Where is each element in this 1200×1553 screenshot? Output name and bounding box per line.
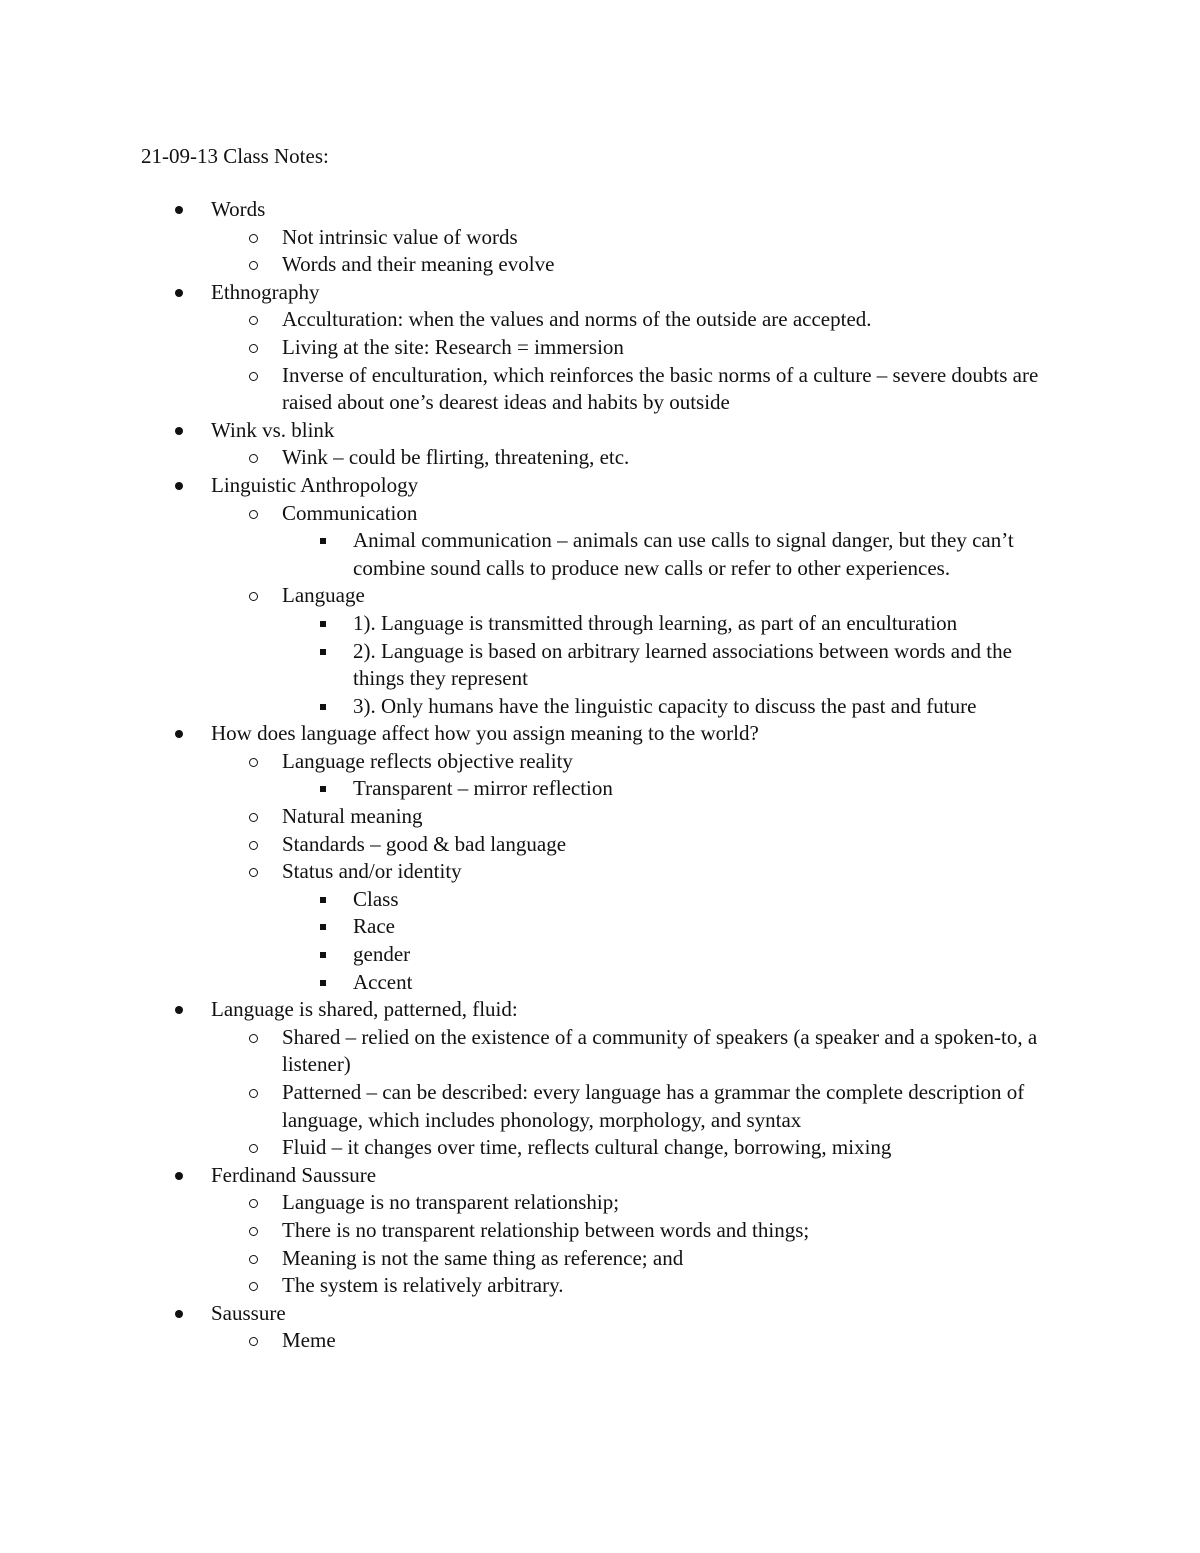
bullet-disc-icon — [172, 472, 192, 500]
bullet-circle-icon — [247, 1079, 267, 1107]
outline-topic — [0, 1300, 1200, 1355]
bullet-circle-icon — [247, 224, 267, 252]
list-item-text: Patterned – can be described: every language has a grammar the complete description of language, which includes phonology, morphology, and syntax — [282, 1080, 1025, 1132]
list-item-text: Meme — [282, 1328, 336, 1353]
subtopic-list — [0, 1024, 1200, 1162]
list-item-text: Wink vs. blink — [211, 417, 335, 442]
outline-subtopic — [0, 1217, 1200, 1245]
list-item-text: Race — [353, 914, 395, 939]
outline-subtopic — [0, 831, 1200, 859]
subtopic-list — [0, 1327, 1200, 1355]
list-item-text: Words — [211, 197, 266, 221]
outline-subtopic — [0, 444, 1200, 472]
outline-subtopic — [0, 748, 1200, 803]
outline-subtopic — [0, 1079, 1200, 1134]
bullet-square-icon — [318, 775, 338, 803]
bullet-disc-icon — [172, 417, 192, 445]
list-item-text: Class — [353, 886, 399, 911]
list-item-text: Language is shared, patterned, fluid: — [211, 997, 518, 1022]
list-item-text: Animal communication – animals can use calls to signal danger, but they can’t combine sound calls to produce new calls or refer to other experiences. — [353, 528, 1014, 580]
list-item-text: Language — [282, 583, 365, 608]
subtopic-list — [0, 224, 1200, 279]
bullet-square-icon — [318, 941, 338, 969]
bullet-square-icon — [318, 913, 338, 941]
outline-topic — [0, 196, 1200, 279]
bullet-disc-icon — [172, 1162, 192, 1190]
detail-list — [0, 527, 1200, 582]
list-item-text: Transparent – mirror reflection — [353, 776, 613, 801]
bullet-square-icon — [318, 638, 338, 666]
outline-detail — [0, 913, 1200, 941]
list-item-text: 3). Only humans have the linguistic capacity to discuss the past and future — [353, 693, 977, 718]
bullet-circle-icon — [247, 1189, 267, 1217]
list-item-text: How does language affect how you assign meaning to the world? — [211, 721, 759, 746]
outline-subtopic — [0, 582, 1200, 720]
bullet-circle-icon — [247, 858, 267, 886]
bullet-disc-icon — [172, 279, 192, 307]
outline-topic — [0, 279, 1200, 417]
outline-detail — [0, 527, 1200, 582]
outline-subtopic — [0, 500, 1200, 583]
list-item-text: Acculturation: when the values and norms of the outside are accepted. — [282, 307, 872, 332]
outline-subtopic — [0, 1024, 1200, 1079]
subtopic-list — [0, 1189, 1200, 1299]
list-item-text: There is no transparent relationship between words and things; — [282, 1217, 810, 1242]
list-item-text: The system is relatively arbitrary. — [282, 1273, 564, 1298]
list-item-text: Language is no transparent relationship; — [282, 1190, 620, 1215]
bullet-circle-icon — [247, 251, 267, 279]
outline-detail — [0, 941, 1200, 969]
outline-subtopic — [0, 1272, 1200, 1300]
detail-list — [0, 610, 1200, 720]
list-item-text: Status and/or identity — [282, 859, 462, 884]
bullet-circle-icon — [247, 748, 267, 776]
detail-list — [0, 775, 1200, 803]
list-item-text: Living at the site: Research = immersion — [282, 334, 624, 359]
list-item-text: Words and their meaning evolve — [282, 252, 555, 277]
outline-subtopic — [0, 224, 1200, 252]
list-item-text: 1). Language is transmitted through learning, as part of an enculturation — [353, 610, 958, 635]
bullet-square-icon — [318, 693, 338, 721]
list-item-text: gender — [353, 942, 411, 967]
page-title: 21-09-13 Class Notes: — [141, 144, 329, 168]
outline-subtopic — [0, 362, 1200, 417]
subtopic-list — [0, 748, 1200, 996]
list-item-text: Wink – could be flirting, threatening, etc. — [282, 445, 630, 470]
list-item-text: Linguistic Anthropology — [211, 472, 419, 497]
bullet-square-icon — [318, 969, 338, 997]
bullet-circle-icon — [247, 831, 267, 859]
list-item-text: 2). Language is based on arbitrary learned associations between words and the things they represent — [353, 638, 1012, 691]
list-item-text: Shared – relied on the existence of a community of speakers (a speaker and a spoken-to, a listener) — [282, 1024, 1038, 1077]
bullet-disc-icon — [172, 196, 192, 224]
outline-subtopic — [0, 1245, 1200, 1273]
outline-topic — [0, 417, 1200, 472]
bullet-square-icon — [318, 610, 338, 638]
list-item-text: Ethnography — [211, 279, 320, 304]
bullet-square-icon — [318, 886, 338, 914]
bullet-disc-icon — [172, 720, 192, 748]
outline-detail — [0, 638, 1200, 693]
outline-subtopic — [0, 803, 1200, 831]
list-item-text: Fluid – it changes over time, reflects cultural change, borrowing, mixing — [282, 1135, 892, 1160]
outline-topic — [0, 472, 1200, 720]
bullet-circle-icon — [247, 1134, 267, 1162]
bullet-circle-icon — [247, 334, 267, 362]
outline-detail — [0, 775, 1200, 803]
subtopic-list — [0, 500, 1200, 721]
list-item-text: Language reflects objective reality — [282, 748, 573, 773]
detail-list — [0, 886, 1200, 996]
list-item-text: Communication — [282, 500, 418, 525]
bullet-circle-icon — [247, 1272, 267, 1300]
bullet-circle-icon — [247, 1245, 267, 1273]
bullet-disc-icon — [172, 996, 192, 1024]
subtopic-list — [0, 306, 1200, 416]
list-item-text: Ferdinand Saussure — [211, 1162, 377, 1187]
outline-subtopic — [0, 251, 1200, 279]
bullet-circle-icon — [247, 306, 267, 334]
bullet-disc-icon — [172, 1300, 192, 1328]
outline-topic — [0, 720, 1200, 996]
list-item-text: Not intrinsic value of words — [282, 224, 518, 249]
outline-topic — [0, 996, 1200, 1162]
outline-detail — [0, 693, 1200, 721]
bullet-circle-icon — [247, 582, 267, 610]
outline-subtopic — [0, 306, 1200, 334]
bullet-circle-icon — [247, 1217, 267, 1245]
list-item-text: Accent — [353, 969, 413, 994]
bullet-circle-icon — [247, 500, 267, 528]
outline-subtopic — [0, 1327, 1200, 1355]
bullet-square-icon — [318, 527, 338, 555]
bullet-circle-icon — [247, 1024, 267, 1052]
outline-subtopic — [0, 1134, 1200, 1162]
bullet-circle-icon — [247, 444, 267, 472]
outline-subtopic — [0, 334, 1200, 362]
outline-subtopic — [0, 1189, 1200, 1217]
outline-detail — [0, 969, 1200, 997]
list-item-text: Natural meaning — [282, 804, 423, 829]
outline-topic — [0, 1162, 1200, 1300]
subtopic-list — [0, 444, 1200, 472]
notes-outline — [0, 196, 1200, 1355]
outline-detail — [0, 610, 1200, 638]
outline-detail — [0, 886, 1200, 914]
outline-subtopic — [0, 858, 1200, 996]
bullet-circle-icon — [247, 362, 267, 390]
list-item-text: Standards – good & bad language — [282, 831, 567, 856]
bullet-circle-icon — [247, 1327, 267, 1355]
list-item-text: Saussure — [211, 1300, 286, 1325]
list-item-text: Meaning is not the same thing as reference; and — [282, 1245, 684, 1270]
bullet-circle-icon — [247, 803, 267, 831]
list-item-text: Inverse of enculturation, which reinforces the basic norms of a culture – severe doubts are raised about one’s dearest ideas and habits by outside — [282, 362, 1039, 415]
